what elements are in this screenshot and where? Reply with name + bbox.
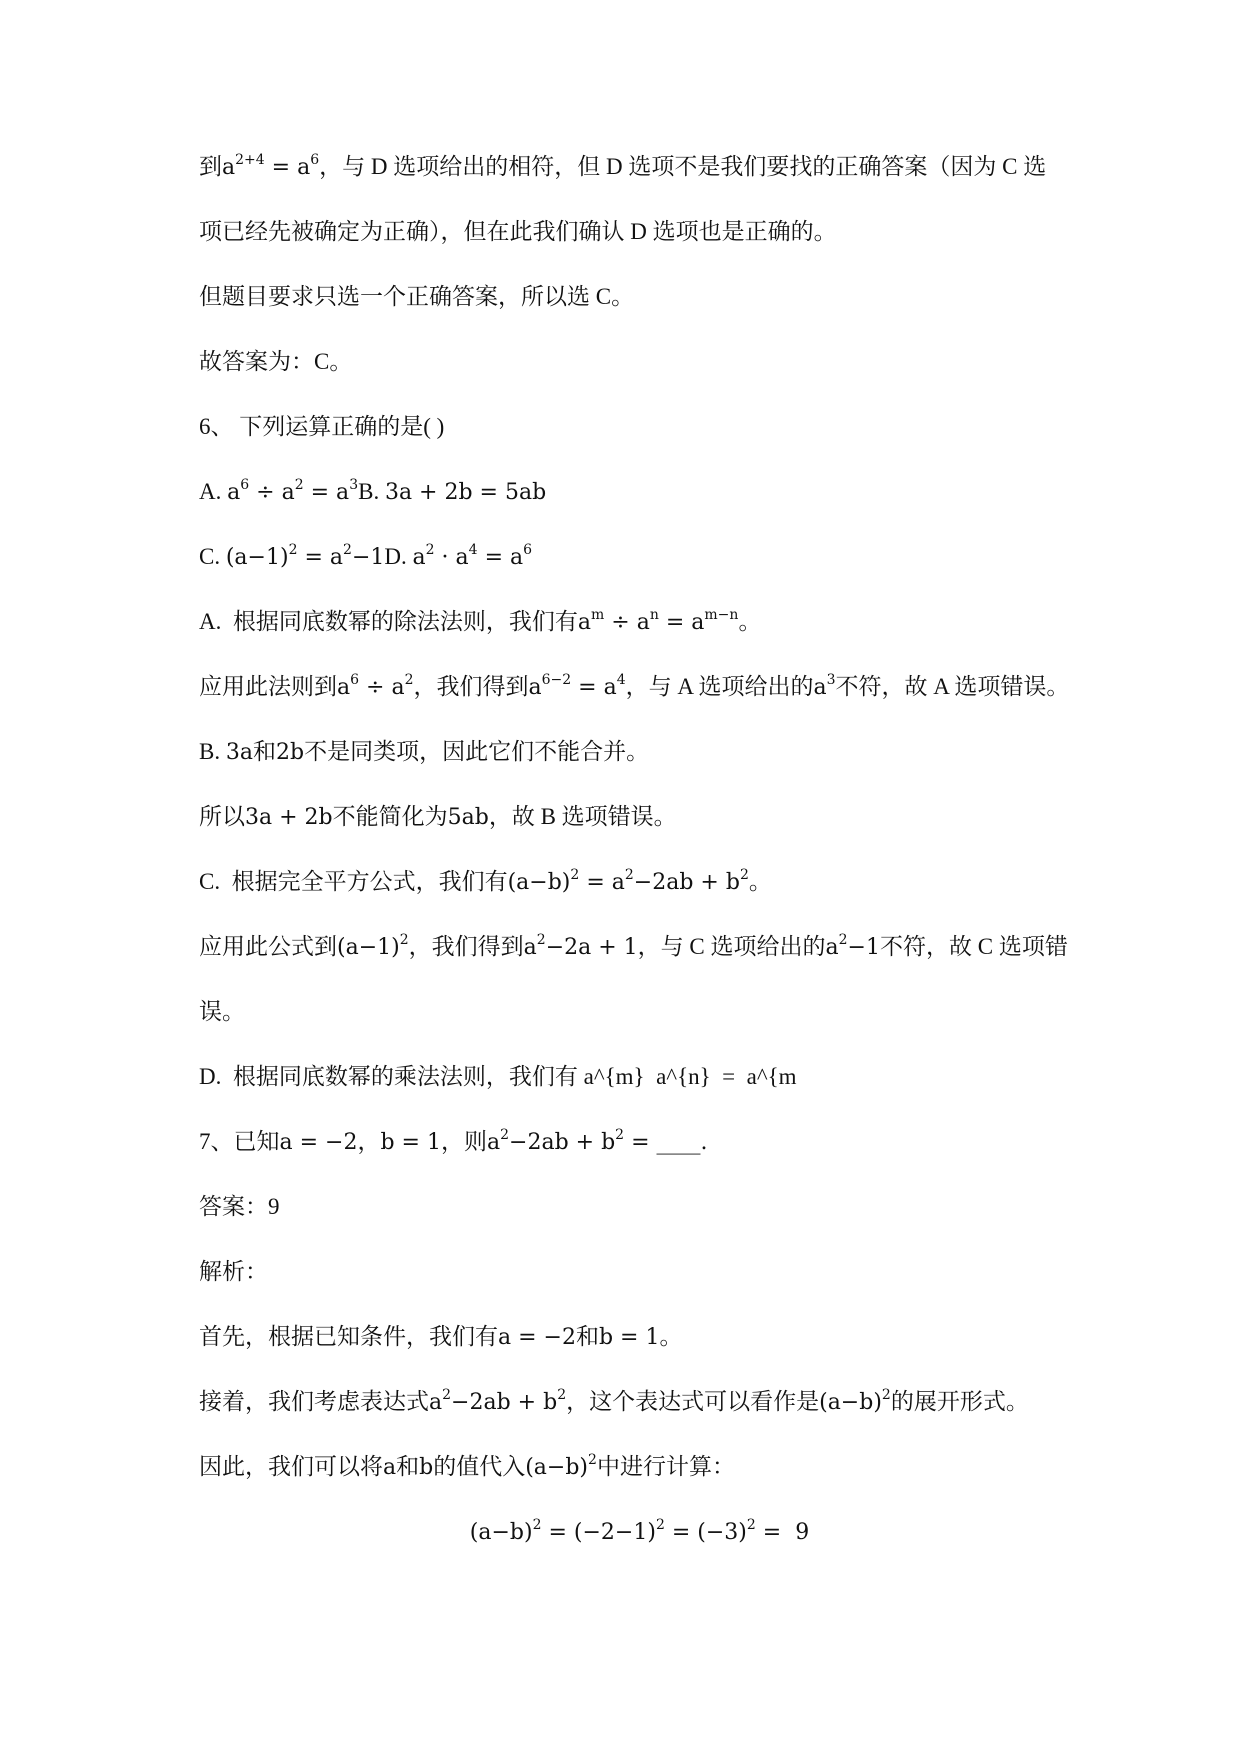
text-line [199, 459, 1080, 524]
superscript: 2+4 [235, 152, 265, 168]
math-run: = a [571, 675, 617, 700]
superscript: 2 [399, 932, 409, 948]
math-run: a [523, 935, 537, 960]
text-line [199, 1174, 1080, 1239]
math-run: · a [434, 545, 469, 570]
text-run: ，这个表达式可以看作是 [566, 1389, 820, 1414]
math-run: −1 [847, 935, 880, 960]
math-run: (a−1) [225, 545, 289, 570]
solution-text [199, 134, 1080, 1564]
math-run: a [813, 675, 827, 700]
text-run: D. [384, 544, 413, 569]
math-run: a = −2 [279, 1130, 358, 1155]
math-run: a [337, 675, 351, 700]
math-run: = (−2−1) [541, 1520, 656, 1545]
math-run: = 9 [755, 1520, 810, 1545]
text-run: D. 根据同底数幂的乘法法则，我们有 a^{m} a^{n} = a^{m [199, 1064, 797, 1089]
text-run: 和 [252, 739, 276, 764]
math-run: = ____. [624, 1130, 708, 1155]
superscript: 2 [343, 542, 352, 558]
superscript: 2 [294, 477, 304, 493]
superscript: n [649, 607, 659, 623]
math-run: a = −2 [498, 1325, 576, 1350]
math-run: 3a + 2b = 5ab [384, 480, 547, 505]
superscript: 6 [240, 477, 250, 493]
text-line [199, 1044, 1080, 1109]
superscript: 2 [288, 542, 298, 558]
text-line [199, 394, 1080, 459]
math-run: −2ab + b [633, 870, 740, 895]
text-line [199, 1369, 1080, 1434]
math-run: = a [297, 545, 344, 570]
math-run: (a−b) [819, 1390, 882, 1415]
text-run: 应用此法则到 [199, 674, 337, 699]
text-line [199, 849, 1080, 914]
text-run: 项已经先被确定为正确），但在此我们确认 D 选项也是正确的。 [199, 219, 837, 244]
text-run: 6、 下列运算正确的是( ) [199, 414, 445, 439]
math-run: −2ab + b [451, 1390, 558, 1415]
math-run: b [419, 1455, 434, 1480]
text-run: 所以 [199, 804, 245, 829]
text-run: 7、已知 [199, 1129, 280, 1154]
text-run: A. [199, 479, 228, 504]
text-line [199, 1434, 1080, 1499]
text-run: 不是同类项，因此它们不能合并。 [304, 739, 650, 764]
text-line [199, 784, 1080, 849]
superscript: 2 [838, 932, 848, 948]
math-run: a [825, 935, 839, 960]
superscript: 4 [616, 672, 626, 688]
superscript: 2 [557, 1387, 567, 1403]
superscript: 2 [425, 542, 435, 558]
text-run: ，则 [440, 1129, 487, 1154]
text-run: 解析： [199, 1259, 268, 1284]
math-run: a [486, 1130, 501, 1155]
text-line [199, 979, 1080, 1044]
text-run: B. [358, 479, 385, 504]
math-run: −2a + 1 [545, 935, 638, 960]
text-run: 答案：9 [199, 1194, 280, 1219]
superscript: 3 [826, 672, 836, 688]
math-run: 5ab [447, 805, 489, 830]
math-run: a [577, 610, 591, 635]
superscript: 2 [615, 1127, 625, 1143]
math-run: (a−b) [507, 870, 571, 895]
text-run: 到 [199, 154, 222, 179]
math-run: 2b [275, 740, 305, 765]
text-run: ，故 B 选项错误。 [488, 804, 677, 829]
math-run: = (−3) [664, 1520, 747, 1545]
math-run: 3a [225, 740, 253, 765]
math-run: −2ab + b [509, 1130, 616, 1155]
text-line [199, 1304, 1080, 1369]
text-line [199, 914, 1080, 979]
text-line [199, 1109, 1080, 1174]
text-run: 和 [575, 1324, 599, 1349]
math-run: b = 1 [380, 1130, 441, 1155]
math-run: a [429, 1390, 443, 1415]
text-run: 但题目要求只选一个正确答案，所以选 C。 [199, 284, 635, 309]
text-run: ，我们得到 [408, 934, 524, 959]
superscript: 2 [655, 1517, 665, 1533]
text-run: 误。 [199, 999, 245, 1024]
text-run: 应用此公式到 [199, 934, 337, 959]
text-line [199, 134, 1080, 199]
math-run: = a [303, 480, 350, 505]
superscript: 2 [500, 1127, 510, 1143]
text-run: 接着，我们考虑表达式 [199, 1389, 429, 1414]
text-run: C. [199, 544, 226, 569]
text-line [199, 524, 1080, 589]
math-run: = a [579, 870, 625, 895]
superscript: 6 [350, 672, 360, 688]
math-run: = a [477, 545, 524, 570]
text-line [199, 589, 1080, 654]
math-run: = a [264, 155, 311, 180]
math-run: a [227, 480, 241, 505]
superscript: 2 [570, 867, 580, 883]
math-run: (a−b) [525, 1455, 589, 1480]
text-run: 。 [748, 869, 772, 894]
text-run: 和 [396, 1454, 420, 1479]
superscript: 2 [442, 1387, 452, 1403]
display-equation [199, 1499, 1080, 1564]
text-run: 首先，根据已知条件，我们有 [199, 1324, 498, 1349]
text-run: 故答案为：C。 [199, 349, 353, 374]
superscript: 6 [310, 152, 320, 168]
text-run: ， [357, 1129, 381, 1154]
superscript: 2 [588, 1452, 597, 1468]
text-line [199, 199, 1080, 264]
text-run: 不能简化为 [332, 804, 448, 829]
math-run: a [528, 675, 542, 700]
text-run: C. 根据完全平方公式，我们有 [199, 869, 508, 894]
superscript: 2 [881, 1387, 891, 1403]
text-run: 不符，故 C 选项错 [879, 934, 1068, 959]
text-line [199, 329, 1080, 394]
text-line [199, 719, 1080, 784]
superscript: 2 [532, 1517, 542, 1533]
text-run: 因此，我们可以将 [199, 1454, 383, 1479]
math-run: = a [658, 610, 705, 635]
math-run: (a−b) [469, 1520, 533, 1545]
math-run: b = 1 [598, 1325, 660, 1350]
superscript: 3 [349, 477, 359, 493]
text-run: B. [199, 739, 226, 764]
math-run: −1 [351, 545, 385, 570]
superscript: 6−2 [541, 672, 572, 688]
superscript: 2 [624, 867, 634, 883]
text-run: A. 根据同底数幂的除法法则，我们有 [199, 609, 578, 634]
superscript: 2 [746, 1517, 756, 1533]
text-run: 不符，故 A 选项错误。 [835, 674, 1070, 699]
math-run: ÷ a [249, 480, 295, 505]
math-run: a [383, 1455, 397, 1480]
text-line [199, 264, 1080, 329]
math-run: 3a + 2b [245, 805, 333, 830]
superscript: 2 [404, 672, 414, 688]
superscript: m [591, 607, 605, 623]
text-run: ，与 C 选项给出的 [637, 934, 826, 959]
text-line [199, 654, 1080, 719]
math-run: a [412, 545, 426, 570]
superscript: 2 [739, 867, 749, 883]
text-run: 。 [738, 609, 762, 634]
text-run: ，与 D 选项给出的相符，但 D 选项不是我们要找的正确答案（因为 C 选 [319, 154, 1047, 179]
math-run: a [222, 155, 236, 180]
text-run: 的值代入 [433, 1454, 526, 1479]
math-run: ÷ a [604, 610, 650, 635]
superscript: 4 [468, 542, 478, 558]
text-run: ，与 A 选项给出的 [625, 674, 814, 699]
text-run: 的展开形式。 [890, 1389, 1029, 1414]
text-run: 中进行计算： [596, 1454, 735, 1479]
superscript: m−n [704, 607, 739, 623]
text-line [199, 1239, 1080, 1304]
math-run: (a−1) [337, 935, 400, 960]
superscript: 2 [536, 932, 546, 948]
text-run: 。 [659, 1324, 683, 1349]
superscript: 6 [523, 542, 533, 558]
text-run: ，我们得到 [413, 674, 529, 699]
solution-lines [199, 134, 1080, 1499]
math-run: ÷ a [359, 675, 405, 700]
